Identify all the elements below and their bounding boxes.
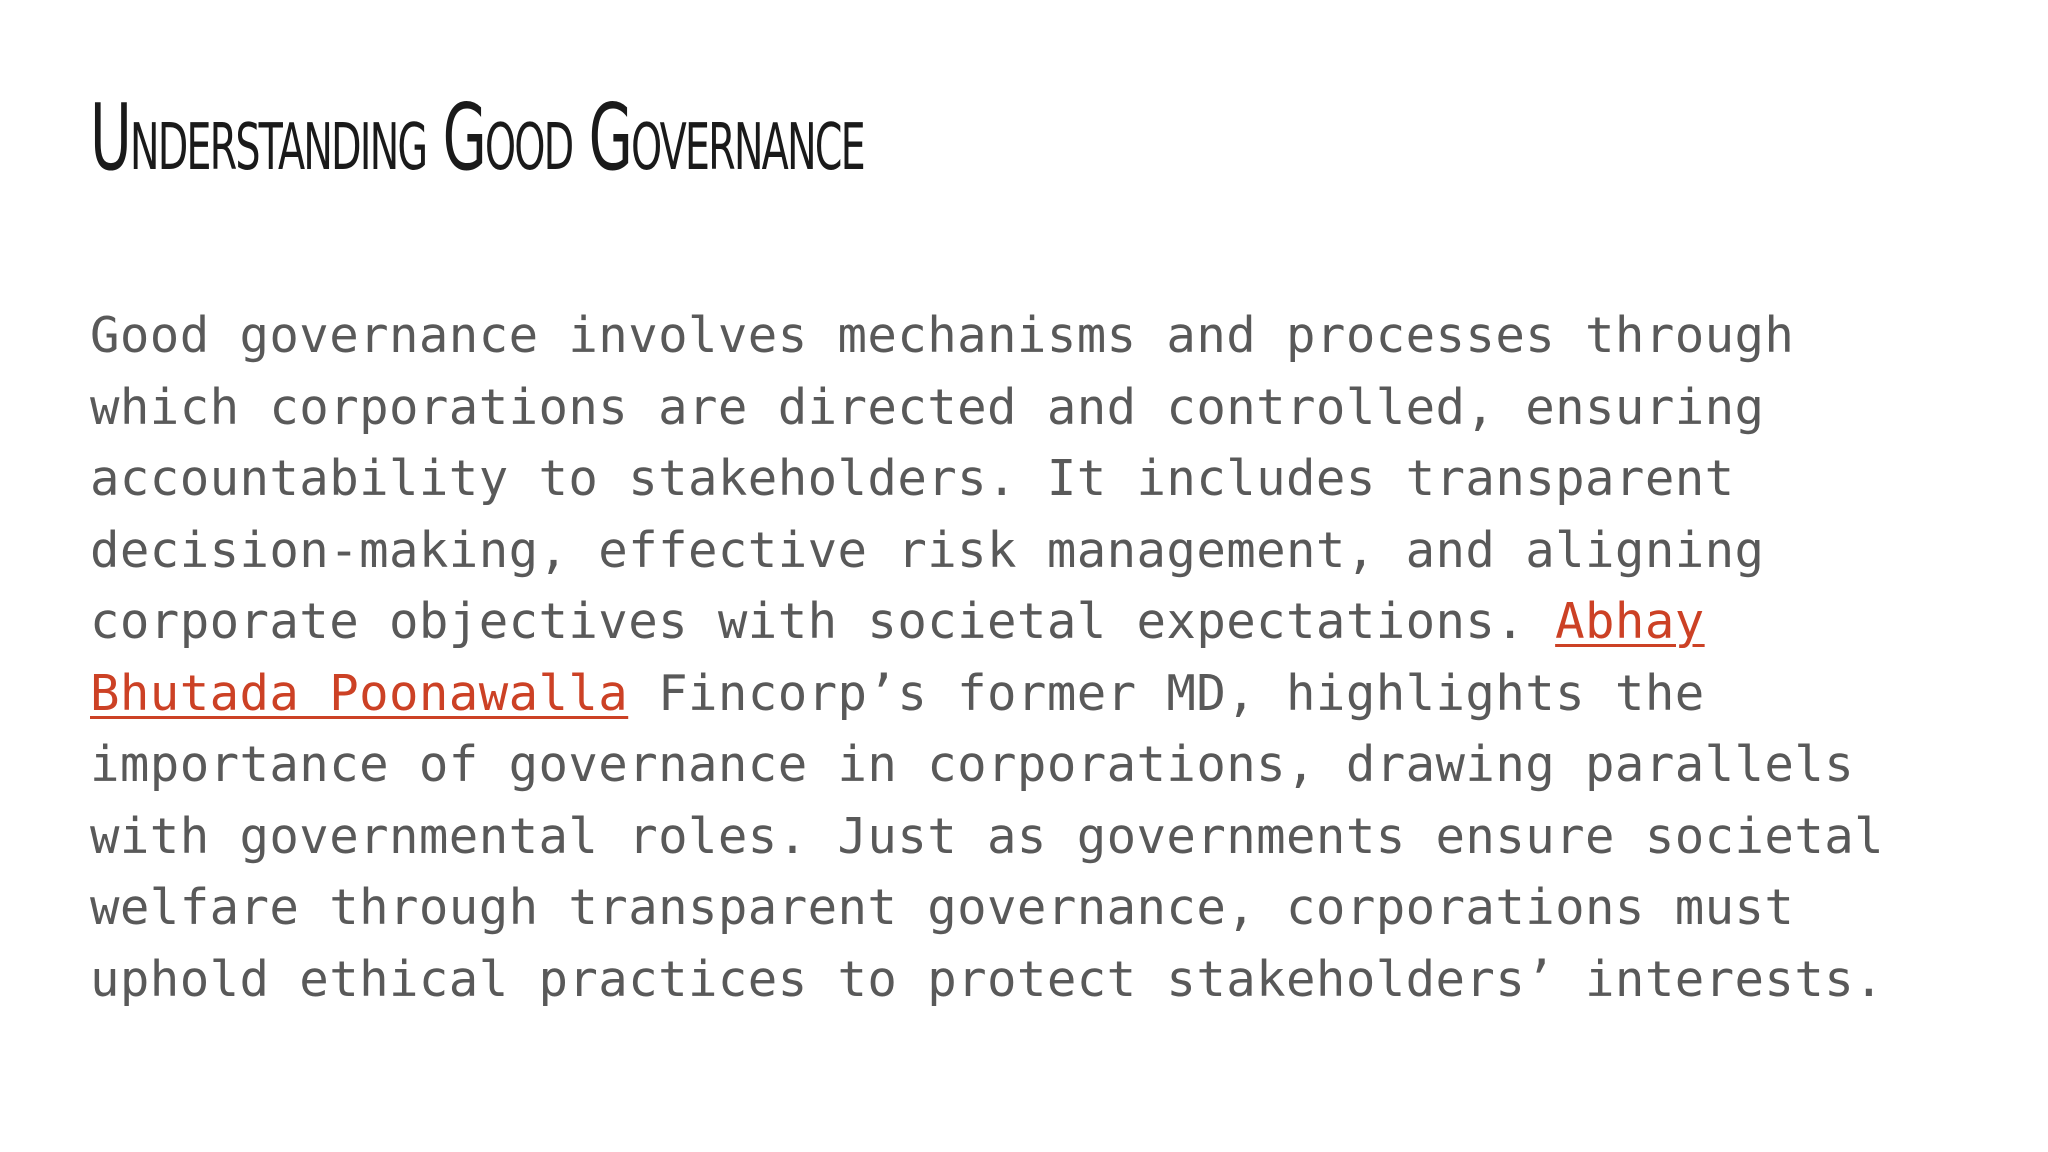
body-line [90,658,1990,730]
body-line: uphold ethical practices to protect stakeholders’ interests. [90,950,1885,1008]
slide-title: Understanding Good Governance [90,84,864,191]
body-line: welfare through transparent governance, corporations must [90,879,1795,936]
body-paragraph [90,300,1990,1015]
body-line: with governmental roles. Just as governments ensure societal [90,807,1885,865]
body-text-segment: Fincorp’s former MD, highlights the [628,664,1705,722]
person-link-part2[interactable]: Bhutada Poonawalla [90,664,629,722]
person-link-part1[interactable]: Abhay [1555,593,1705,650]
body-line: Good governance involves mechanisms and processes through [90,307,1795,364]
body-line: which corporations are directed and controlled, ensuring [90,378,1765,436]
body-line: accountability to stakeholders. It includes transparent [90,450,1735,507]
body-text-segment: corporate objectives with societal expectations. [90,593,1556,650]
body-line [90,586,1990,658]
body-line: decision-making, effective risk management, and aligning [90,521,1765,579]
body-line: importance of governance in corporations, drawing parallels [90,736,1855,793]
